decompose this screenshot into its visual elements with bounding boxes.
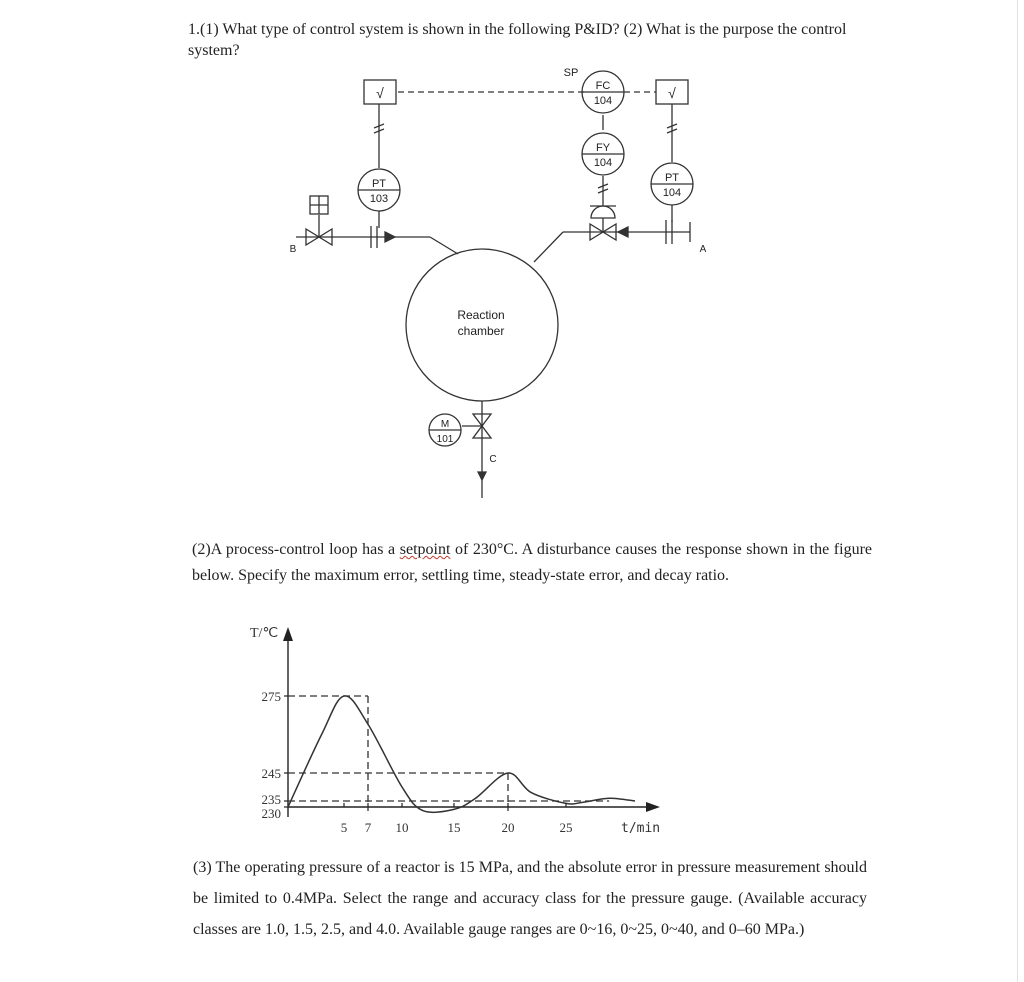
page-edge (1017, 0, 1018, 982)
sqrt-symbol-right: √ (668, 85, 676, 101)
question-2-after: of 230°C. A disturbance causes the response shown in the figure below. Specify the maximum error, settling time, steady-state error, and decay ratio. (192, 541, 873, 584)
fy-number: 104 (593, 157, 613, 169)
pt103-tag: PT (371, 178, 387, 190)
sp-label: SP (563, 67, 579, 79)
chamber-label-line1: Reaction (457, 308, 505, 322)
fc-tag: FC (595, 80, 611, 92)
x-tick-label-25: 25 (559, 820, 573, 835)
x-tick-label-7: 7 (364, 820, 372, 835)
pid-diagram (280, 62, 720, 502)
motor-number: 101 (436, 434, 454, 445)
y-axis-arrow (283, 627, 293, 641)
response-chart (240, 615, 680, 840)
motor-tag: M (440, 419, 450, 430)
series-line-temperature (288, 696, 635, 813)
pt103-number: 103 (369, 193, 389, 205)
x-tick-label-10: 10 (395, 820, 409, 835)
fc-number: 104 (593, 95, 613, 107)
pt104-tag: PT (664, 172, 680, 184)
y-tick-label-245: 245 (261, 766, 281, 781)
question-2-before: (2)A process-control loop has a (192, 541, 400, 558)
x-tick-label-15: 15 (447, 820, 461, 835)
x-tick-label-5: 5 (340, 820, 348, 835)
y-tick-label-230: 230 (261, 806, 281, 821)
fy-tag: FY (595, 142, 611, 154)
x-axis-label: t/min (621, 821, 661, 836)
chamber-label-line2: chamber (457, 324, 505, 338)
line-c-label: C (489, 454, 497, 465)
x-axis-arrow (646, 802, 660, 812)
sqrt-symbol-left: √ (376, 85, 384, 101)
y-axis-label: T/℃ (250, 626, 279, 641)
y-tick-label-275: 275 (261, 689, 281, 704)
pt104-number: 104 (662, 187, 682, 199)
question-2-text (192, 537, 872, 589)
question-3-text: (3) The operating pressure of a reactor is 15 MPa, and the absolute error in pressure measurement should be limited to 0.4MPa. Select the range and accuracy class for the pressure gauge. (Available accuracy classes are 1.0, 1.5, 2.5, and 4.0. Available gauge ranges are 0~16, 0~25, 0~40, and 0–60 MPa.) (193, 859, 867, 938)
line-a-label: A (699, 244, 707, 255)
question-1-text: 1.(1) What type of control system is shown in the following P&ID? (2) What is the purpose the control system? (188, 21, 847, 59)
question-2-underlined: setpoint (399, 541, 451, 558)
y-tick-label-235: 235 (261, 792, 281, 807)
line-b-label: B (289, 244, 297, 255)
x-tick-label-20: 20 (501, 820, 515, 835)
